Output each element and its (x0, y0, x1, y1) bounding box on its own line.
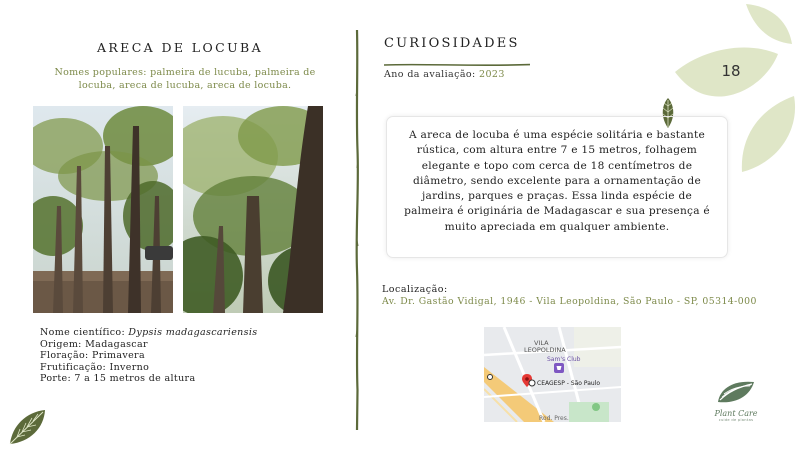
logo-tagline: cuide de plantas (718, 418, 754, 422)
fact-size: Porte: 7 a 15 metros de altura (40, 373, 196, 385)
location-label: Localização: (382, 284, 448, 295)
description-text: A areca de locuba é uma espécie solitária e bastante rústica, com altura entre 7 e 15 metros, folhagem elegante e topo com cerca de 18 centímetros de diâmetro, sendo excelente para a ornamentação de jardins, parques e praças. Essa linda espécie de palmeira é originária de Madagascar e sua presença é muito apreciada em qualquer ambiente. (404, 129, 710, 233)
map-district-label: VILA LEOPOLDINA (524, 339, 566, 354)
species-facts (40, 327, 340, 385)
fact-scientific-name: Nome científico: Dypsis madagascariensis (40, 327, 258, 338)
map-road-label: Rod. Pres. (539, 415, 569, 422)
plant-care-logo (704, 378, 768, 422)
palm-photo-2 (183, 106, 323, 313)
palm-photo-1 (33, 106, 173, 313)
page-divider (352, 30, 362, 430)
page-number: 18 (721, 62, 741, 80)
species-title: ARECA DE LOCUBA (96, 40, 264, 55)
location-address: Av. Dr. Gastão Vidigal, 1946 - Vila Leopoldina, São Paulo - SP, 05314-000 (382, 296, 757, 307)
evaluation-year: Ano da avaliação: 2023 (384, 69, 505, 80)
logo-leaf-icon (714, 378, 758, 404)
logo-name: Plant Care (714, 409, 758, 418)
map-marker-label: CEAGESP - São Paulo (537, 380, 601, 387)
section-title: CURIOSIDADES (384, 36, 520, 51)
popular-names: Nomes populares: palmeira de lucuba, palmeira de locuba, areca de lucuba, areca de locuba. (54, 67, 316, 91)
fact-fruiting: Frutificação: Inverno (40, 361, 150, 373)
map-store-label: Sam's Club (547, 356, 581, 363)
location-map[interactable] (484, 327, 621, 422)
fact-flowering: Floração: Primavera (40, 350, 145, 362)
leaf-icon (8, 408, 48, 450)
fact-origin: Origem: Madagascar (40, 338, 148, 350)
